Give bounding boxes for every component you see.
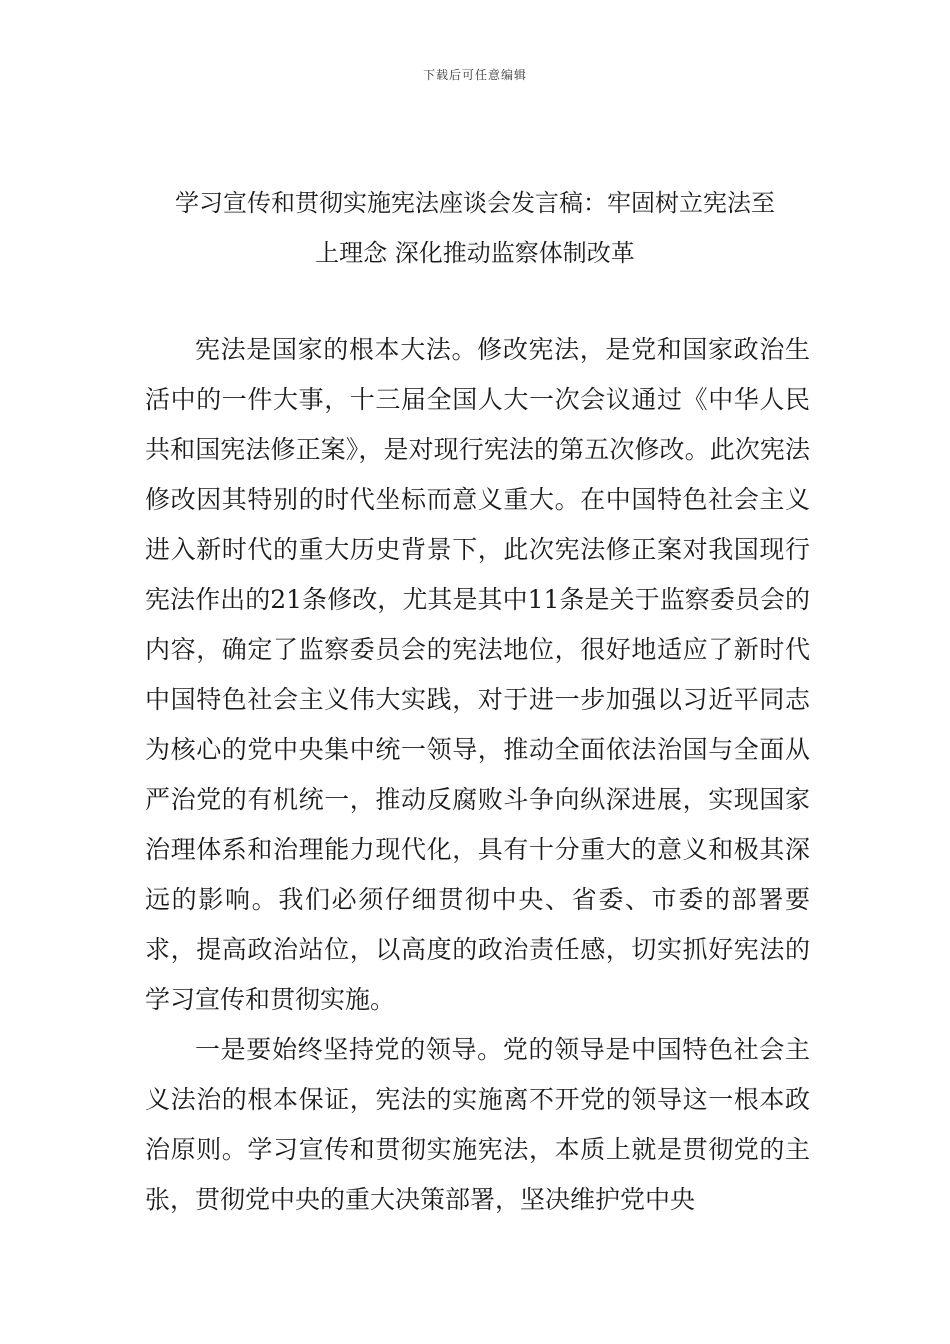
title-line-2: 上理念 深化推动监察体制改革	[315, 239, 635, 267]
title-line-1: 学习宣传和贯彻实施宪法座谈会发言稿：牢固树立宪法至	[175, 189, 775, 217]
paragraph-2: 一是要始终坚持党的领导。党的领导是中国特色社会主义法治的根本保证，宪法的实施离不开党的领导这一根本政治原则。学习宣传和贯彻实施宪法，本质上就是贯彻党的主张，贯彻党中央的重大决策部署，坚决维护党中央	[145, 1035, 810, 1214]
header-note: 下载后可任意编辑	[422, 68, 527, 82]
document-body	[145, 325, 810, 1225]
document-title	[150, 178, 800, 278]
paragraph-1: 宪法是国家的根本大法。修改宪法，是党和国家政治生活中的一件大事，十三届全国人大一次会议通过《中华人民共和国宪法修正案》，是对现行宪法的第五次修改。此次宪法修改因其特别的时代坐标而意义重大。在中国特色社会主义进入新时代的重大历史背景下，此次宪法修正案对我国现行宪法作出的21条修改，尤其是其中11条是关于监察委员会的内容，确定了监察委员会的宪法地位，很好地适应了新时代中国特色社会主义伟大实践，对于进一步加强以习近平同志为核心的党中央集中统一领导，推动全面依法治国与全面从严治党的有机统一，推动反腐败斗争向纵深进展，实现国家治理体系和治理能力现代化，具有十分重大的意义和极其深远的影响。我们必须仔细贯彻中央、省委、市委的部署要求，提高政治站位，以高度的政治责任感，切实抓好宪法的学习宣传和贯彻实施。	[145, 335, 810, 1014]
